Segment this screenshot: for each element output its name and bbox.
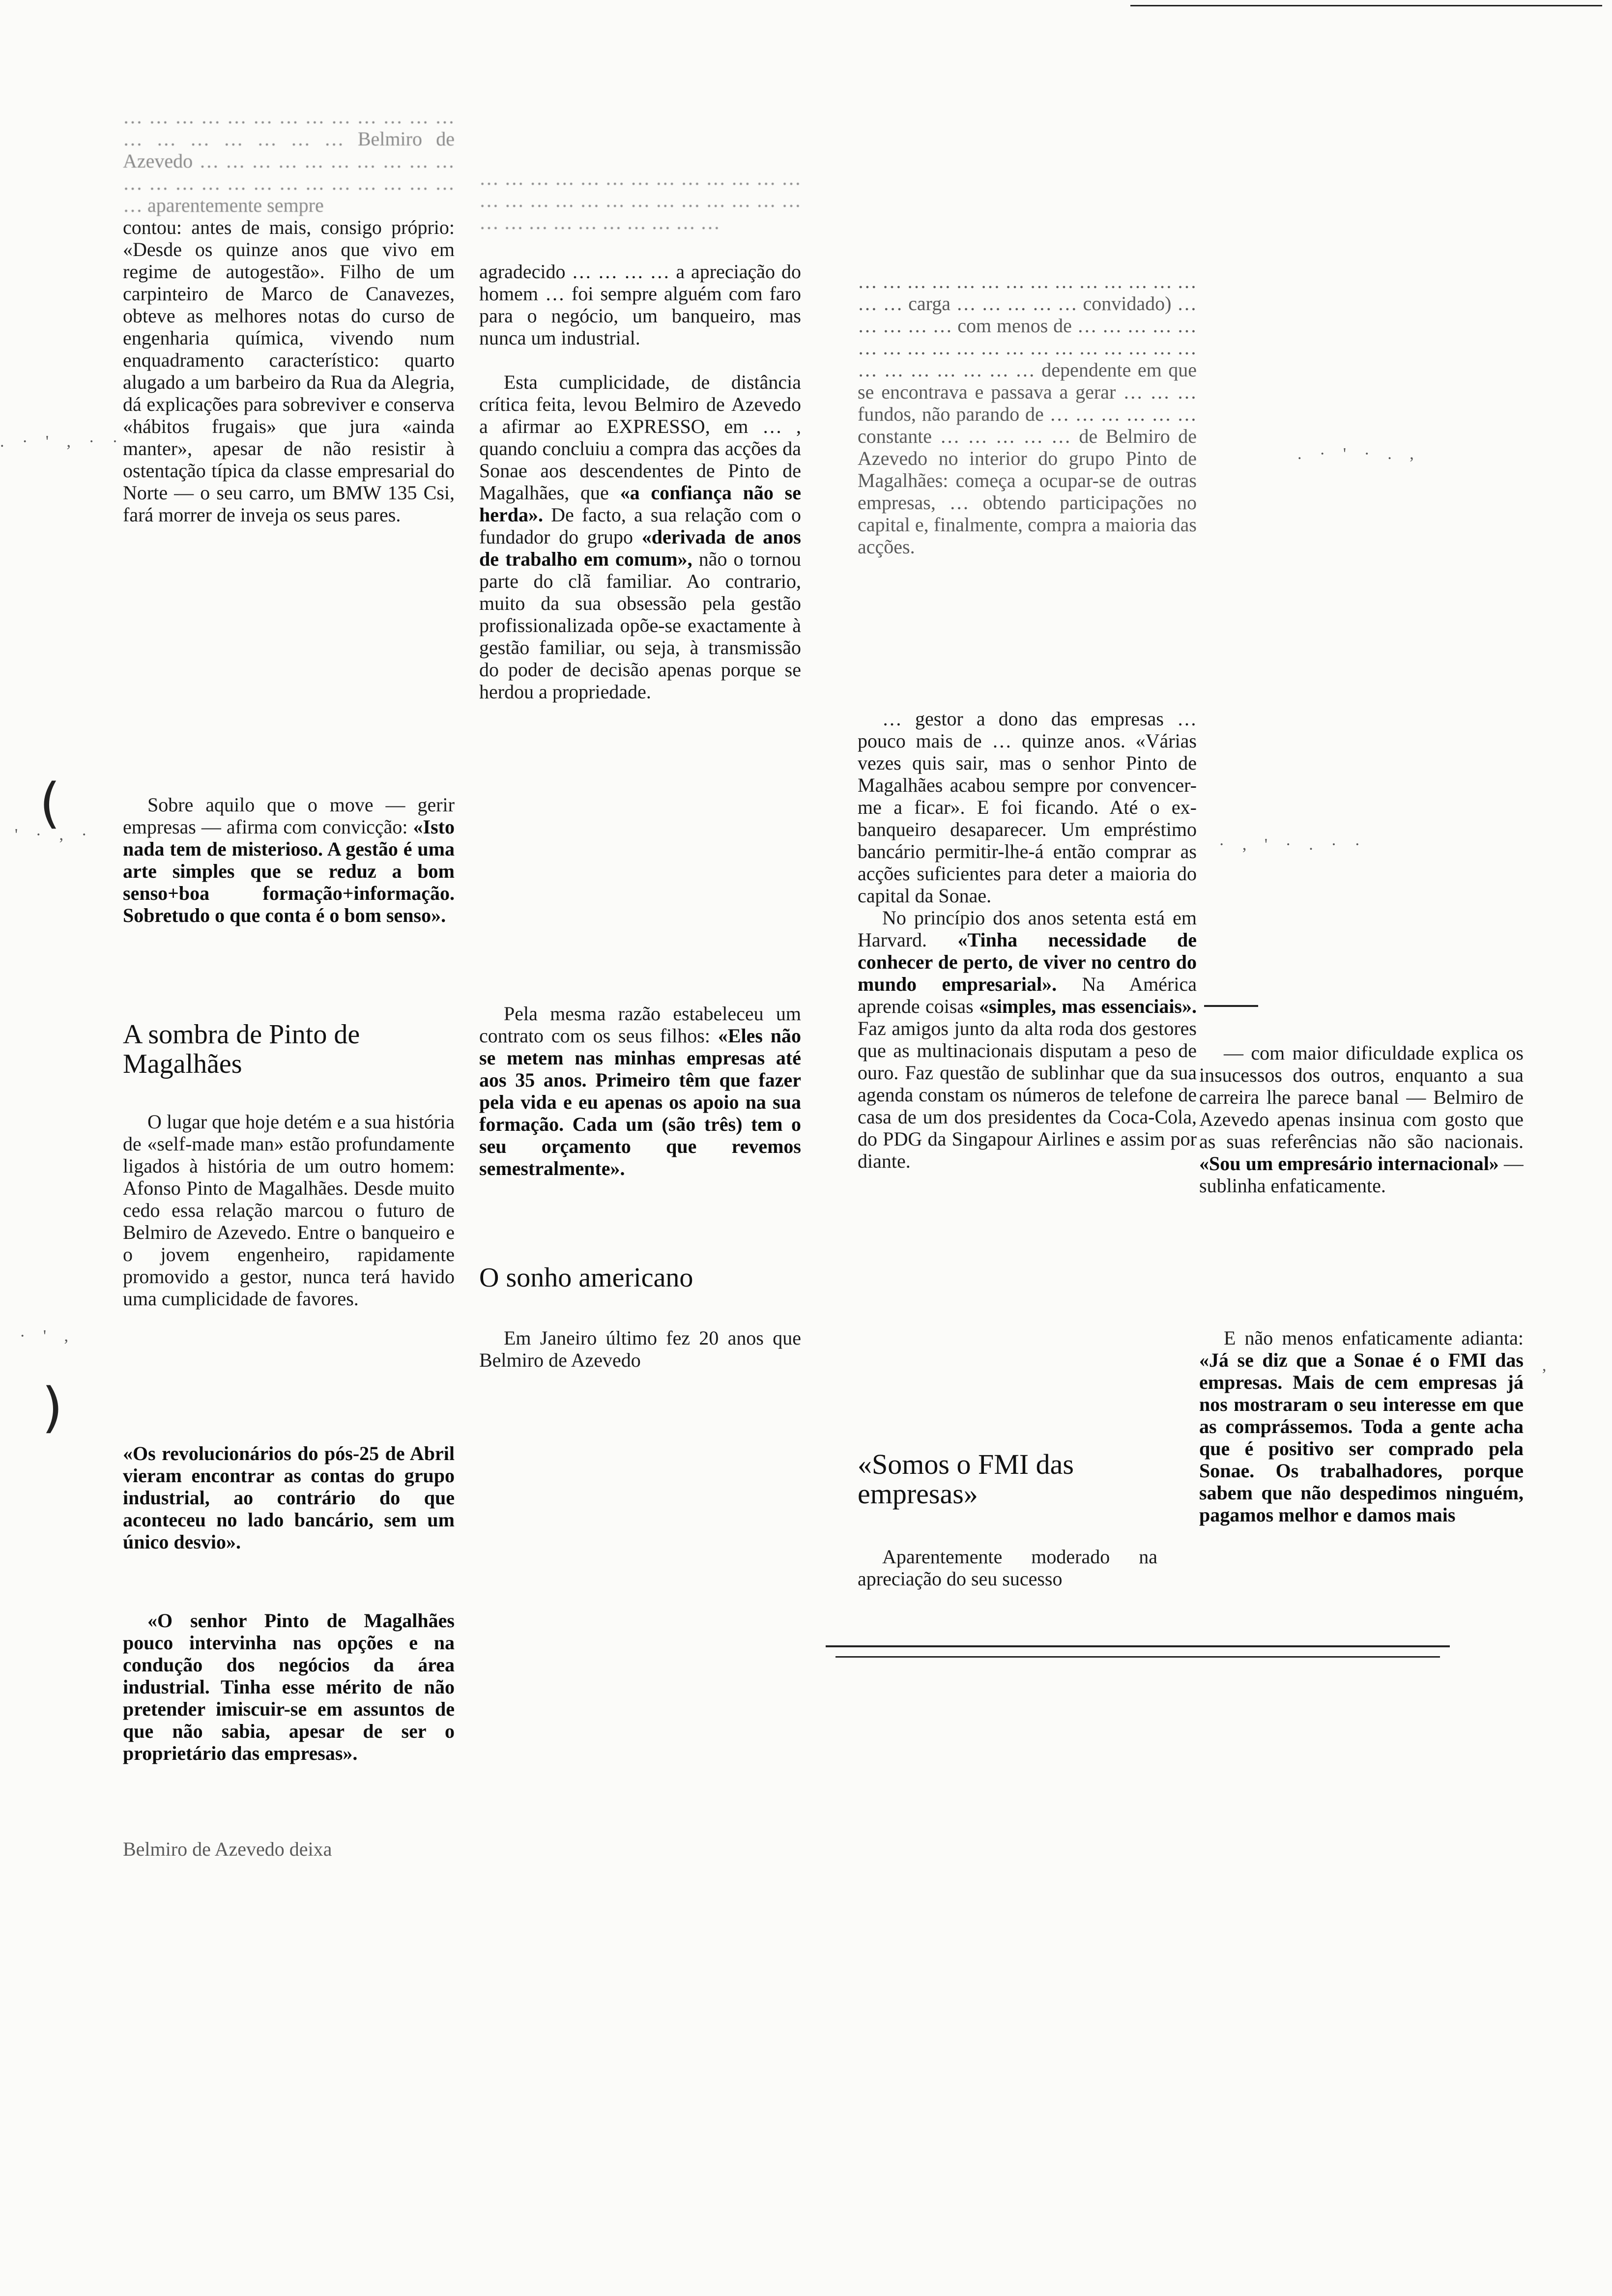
paragraph: … gestor a dono das empresas … pouco mais de … quinze anos. «Várias vezes quis sair, mas o senhor Pinto de Magalhães acabou sempre por convencer-me a ficar». E foi ficando. Até o ex-banqueiro desaparecer. Um empréstimo bancário permitir-lhe-á então comprar as acções suficientes para deter a maioria do capital da Sonae.	[858, 708, 1197, 907]
article-column-4	[1199, 1042, 1524, 1317]
margin-mark-top: (	[39, 772, 60, 834]
faded-paragraph: … … … … … … … … … … … … … … … … … … … … Belmiro de Azevedo … … … … … … … … … … … … … … … … … … … … … … … … aparentemente sempre	[123, 106, 455, 216]
article-column-2	[479, 167, 801, 256]
quote: «Eles não se metem nas minhas empresas até aos 35 anos. Primeiro têm que fazer pela vida e eu apenas os apoio na sua formação. Cada um (são três) tem o seu orçamento que revemos semestralmente».	[479, 1025, 801, 1179]
scan-noise: · ' ,	[20, 1327, 75, 1345]
paragraph-text: Na América aprende coisas	[858, 973, 1197, 1017]
paragraph-text: Pela mesma razão estabeleceu um contrato com os seus filhos:	[479, 1003, 801, 1047]
margin-mark-bottom: )	[42, 1376, 63, 1439]
quote: «O senhor Pinto de Magalhães pouco intervinha nas opções e na condução dos negócios da área industrial. Tinha esse mérito de não pretender imiscuir-se em assuntos de que não sabia, apesar de ser o proprietário das empresas».	[123, 1609, 455, 1764]
paragraph-text: E não menos enfaticamente adianta:	[1224, 1327, 1524, 1349]
pull-quote	[123, 1609, 455, 1831]
article-column-1-lower	[123, 794, 455, 1000]
paragraph: O lugar que hoje detém e a sua história de «self-made man» estão profundamente ligados à história de um outro homem: Afonso Pinto de Magalhães. Desde muito cedo essa relação marcou o futuro de Belmiro de Azevedo. Entre o banqueiro e o jovem engenheiro, rapidamente promovido a gestor, nunca terá havido uma cumplicidade de favores.	[123, 1111, 455, 1310]
paragraph: contou: antes de mais, consigo próprio: «Desde os quinze anos que vivo em regime de autogestão». Filho de um carpinteiro de Marco de Canavezes, obteve as melhores notas do curso de engenharia química, vivendo num enquadramento característico: quarto alugado a um barbeiro da Rua da Alegria, dá explicações para sobreviver e conserva «hábitos frugais» que jura «ainda manter», apesar de não resistir à ostentação típica da classe empresarial do Norte — o seu carro, um BMW 135 Csi, fará morrer de inveja os seus pares.	[123, 216, 455, 526]
paragraph: Belmiro de Azevedo deixa	[123, 1838, 332, 1860]
quote: «Os revolucionários do pós-25 de Abril vieram encontrar as contas do grupo industrial, ao contrário do que aconteceu no lado bancário, sem um único desvio».	[123, 1442, 455, 1553]
article-column-1	[123, 106, 455, 769]
paragraph	[123, 794, 455, 926]
article-column-1-section	[123, 1111, 455, 1425]
quote: «Já se diz que a Sonae é o FMI das empresas. Mais de cem empresas já nos mostraram o seu interesse em que as comprássemos. Toda a gente acha que é positivo ser comprado pela Sonae. Os trabalhadores, porque sabem que não despedimos ninguém, pagamos melhor e damos mais	[1199, 1349, 1524, 1526]
paragraph-text: No princípio dos anos setenta está em Harvard.	[858, 907, 1197, 951]
paragraph: Em Janeiro último fez 20 anos que Belmiro de Azevedo	[479, 1327, 801, 1371]
paragraph	[1199, 1327, 1524, 1526]
paragraph: agradecido … … … … a apreciação do homem … foi sempre alguém com faro para o negócio, um banqueiro, mas nunca um industrial.	[479, 260, 801, 349]
scan-noise: ' · , ·	[15, 826, 94, 844]
paragraph	[479, 371, 801, 703]
quote: «a confiança não se herda».	[479, 482, 801, 526]
article-column-3	[858, 270, 1197, 713]
column-separator-rule	[1204, 1005, 1258, 1007]
article-column-3-text	[858, 708, 1197, 1420]
paragraph-text: Esta cumplicidade, de distância crítica feita, levou Belmiro de Azevedo a afirmar ao EXPRESSO, em … , quando concluiu a compra das acções da Sonae aos descendentes de Pinto de Magalhães, que	[479, 371, 801, 504]
paragraph: … … … … … … … … … … … … … … … … carga … … … … … convidado) … … … … … com menos de … … … … … … … … … … … … … … … … … … … … … … … … … … dependente em que se encontrava e passava a gerar … … … fundos, não parando de … … … … … … constante … … … … … de Belmiro de Azevedo no interior do grupo Pinto de Magalhães: começa a ocupar-se de outras empresas, … obtendo participações no capital e, finalmente, compra a maioria das acções.	[858, 270, 1197, 558]
section-heading: A sombra de Pinto de Magalhães	[123, 1019, 360, 1079]
pull-quote	[123, 1442, 455, 1575]
scan-noise: . · ' , · ·	[0, 432, 125, 451]
article-column-4-end	[1199, 1327, 1524, 1632]
paragraph	[479, 1003, 801, 1179]
article-column-1-end	[123, 1838, 455, 1867]
quote: «Tinha necessidade de conhecer de perto, de viver no centro do mundo empresarial».	[858, 929, 1197, 995]
scan-noise: . · ' · . ,	[1297, 445, 1421, 463]
paragraph-text: De facto, a sua relação com o fundador do grupo	[479, 504, 801, 548]
paragraph-text: — com maior dificuldade explica os insucessos dos outros, enquanto a sua carreira lhe parece banal — Belmiro de Azevedo apenas insinua com gosto que as suas referências não são nacionais.	[1199, 1042, 1524, 1152]
quote: «derivada de anos de trabalho em comum»,	[479, 526, 801, 570]
article-column-2-middle	[479, 1003, 801, 1248]
paragraph	[1199, 1042, 1524, 1197]
quote: «Sou um empresário internacional»	[1199, 1152, 1499, 1175]
scan-noise: · ,	[1519, 1356, 1554, 1375]
top-rule	[1130, 5, 1602, 6]
paragraph-text: Sobre aquilo que o move — gerir empresas — afirma com convicção:	[123, 794, 455, 838]
section-heading: «Somos o FMI das empresas»	[858, 1448, 1074, 1510]
quote: «Isto nada tem de misterioso. A gestão é uma arte simples que se reduz a bom senso+boa formação+informação. Sobretudo o que conta é o bom senso».	[123, 816, 455, 926]
article-column-2-text	[479, 260, 801, 752]
paragraph: Aparentemente moderado na apreciação do seu sucesso	[858, 1546, 1157, 1590]
section-heading: O sonho americano	[479, 1263, 693, 1293]
quote: «simples, mas essenciais».	[979, 995, 1197, 1017]
article-column-2-end	[479, 1327, 801, 1381]
scan-noise: · , ' · . · ·	[1219, 835, 1367, 854]
paragraph-text: Faz amigos junto da alta roda dos gestores que as multinacionais disputam a peso de ouro. Faz questão de sublinhar que da sua agenda constam os números de telefone de casa de um dos presidentes da Coca-Cola, do PDG da Singapour Airlines e assim por diante.	[858, 1017, 1197, 1172]
paragraph-text: — sublinha enfaticamente.	[1199, 1152, 1524, 1197]
bottom-rule	[826, 1645, 1450, 1647]
bottom-rule-2	[835, 1656, 1440, 1658]
article-column-3-end	[858, 1546, 1157, 1600]
faded-paragraph: … … … … … … … … … … … … … … … … … … … … … … … … … … … … … … … … … … … …	[479, 167, 801, 233]
paragraph	[858, 907, 1197, 1172]
paragraph-text: não o tornou parte do clã familiar. Ao contrario, muito da sua obsessão pela gestão profissionalizada opõe-se exactamente à gestão familiar, ou seja, à transmissão do poder de decisão apenas porque se herdou a propriedade.	[479, 548, 801, 703]
